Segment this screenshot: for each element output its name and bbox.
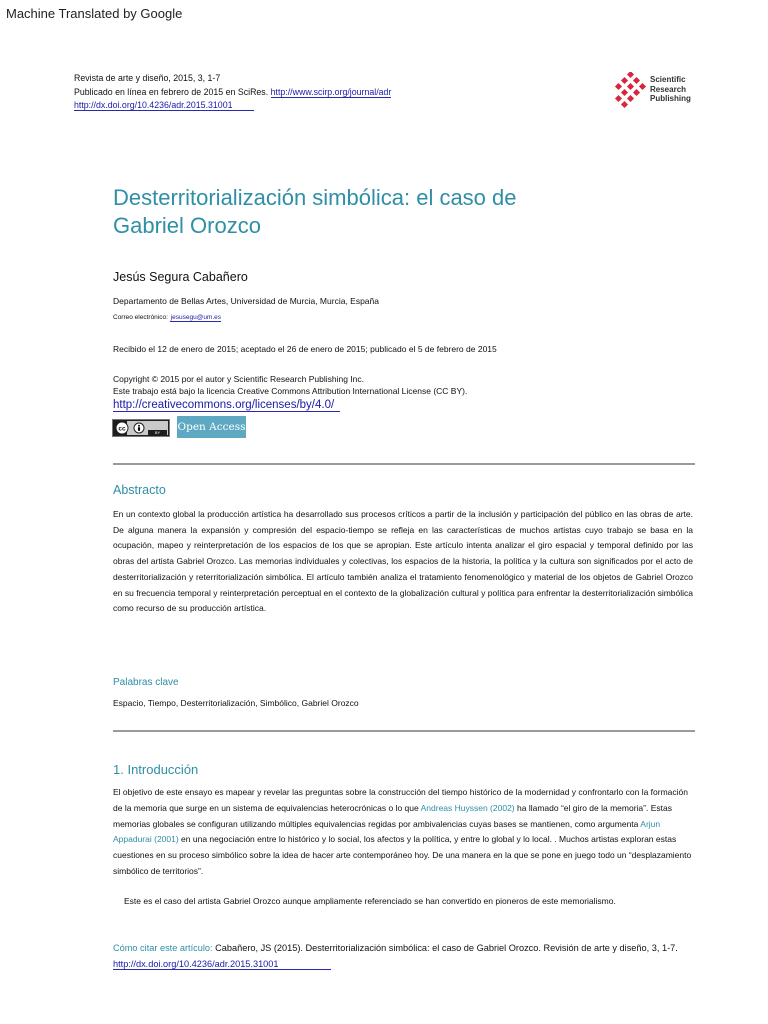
journal-citation: Revista de arte y diseño, 2015, 3, 1-7 — [74, 73, 221, 83]
author-email — [113, 314, 221, 321]
publisher-name — [650, 75, 691, 104]
published-prefix: Publicado en línea en febrero de 2015 en SciRes. — [74, 86, 269, 97]
email-link[interactable]: jesusegu@um.es — [170, 314, 222, 321]
intro-text-b: ha llamado “el giro de la memoria”. Estas memorias globales se configuran utilizando múltiples equivalencias regidas por ambivalencias cuyas bases se mantienen, como argumenta — [113, 802, 672, 829]
cc-text: cc — [118, 425, 126, 433]
abstract-body: En un contexto global la producción artística ha desarrollado sus procesos críticos a partir de la inclusión y participación del público en las obras de arte. De alguna manera la expansión y compresión del espacio-tiempo se refleja en las características de muchos artistas cuyo trabajo se basa en la ocupación, mapeo y reinterpretación de los espacios de los que se apropian. Este artículo intenta analizar el giro espacial y temporal definido por las obras del artista Gabriel Orozco. Las memorias individuales y colectivas, los espacios de la historia, la política y la cultura son significados por el acto de desterritorialización y reterritorialización simbólica. El artículo también analiza el tratamiento fenomenológico y material de los objetos de Gabriel Orozco en su frecuencia temporal y reinterpretación perceptual en el contexto de la globalización cultural y política para enfrentar la desterritorialización simbólica como recurso de su producción artística. — [113, 509, 693, 614]
cc-by-badge[interactable] — [112, 419, 170, 437]
abstract-heading: Abstracto — [113, 483, 166, 497]
how-to-cite-label: Cómo citar este artículo: — [113, 943, 213, 953]
publisher-logo — [614, 72, 704, 110]
copyright-block — [113, 373, 467, 397]
publisher-name-line2: Research — [650, 84, 687, 94]
published-line — [74, 86, 391, 100]
section-divider-bottom — [113, 730, 695, 732]
how-to-cite-text: Cabañero, JS (2015). Desterritorialización simbólica: el caso de Gabriel Orozco. Revisión de arte y diseño, 3, 1-7. — [212, 943, 678, 953]
license-url-link[interactable]: http://creativecommons.org/licenses/by/4.0/ — [113, 399, 340, 412]
doi-line — [74, 99, 391, 113]
how-to-cite-doi-link[interactable]: http://dx.doi.org/10.4236/adr.2015.31001 — [113, 959, 331, 970]
journal-url-link[interactable]: http://www.scirp.org/journal/adr — [270, 86, 392, 97]
journal-info — [74, 72, 391, 113]
keywords-body: Espacio, Tiempo, Desterritorialización, Simbólico, Gabriel Orozco — [113, 698, 359, 708]
by-text: BY — [154, 430, 161, 435]
open-access-badge[interactable]: Open Access — [177, 416, 246, 438]
author-name: Jesús Segura Cabañero — [113, 270, 248, 284]
publisher-diamond-mark-icon — [614, 72, 648, 110]
email-label: Correo electrónico: — [113, 314, 168, 321]
article-title-line1: Desterritorialización simbólica: el caso de — [113, 185, 517, 210]
machine-translation-banner: Machine Translated by Google — [6, 6, 183, 21]
introduction-paragraph-2: Este es el caso del artista Gabriel Orozco aunque ampliamente referenciado se han convertido en pioneros de este memorialismo. — [124, 896, 616, 906]
publisher-name-line1: Scientific — [650, 75, 686, 84]
copyright-line: Copyright © 2015 por el autor y Scientific Research Publishing Inc. — [113, 374, 365, 384]
article-dates: Recibido el 12 de enero de 2015; aceptado el 26 de enero de 2015; publicado el 5 de febrero de 2015 — [113, 344, 497, 354]
intro-text-c: en una negociación entre lo histórico y lo social, los afectos y la política, y entre lo global y lo local. . Muchos artistas exploran estas cuestiones en su proceso simbólico sobre la idea de hacer arte contemporáneo hoy. De una manera en la que se pone en juego todo un “desplazamiento simbólico de territorios”. — [113, 834, 692, 876]
intro-text-a: El objetivo de este ensayo es mapear y revelar las preguntas sobre la construcción del tiempo histórico de la modernidad y confrontarlo con la formación de la memoria que surge en un sistema de equivalencias heterocrónicas o lo que — [113, 787, 689, 813]
cc-by-icon — [113, 420, 169, 436]
section-divider-top — [113, 463, 695, 465]
introduction-paragraph-1 — [113, 785, 695, 880]
huyssen-citation-link[interactable]: Andreas Huyssen (2002) — [420, 802, 515, 813]
appadurai-citation-link[interactable]: Arjun Appadurai (2001) — [113, 818, 661, 845]
how-to-cite — [113, 940, 695, 972]
introduction-heading: 1. Introducción — [113, 762, 199, 777]
publisher-name-line3: Publishing — [650, 94, 691, 104]
article-title — [113, 184, 673, 240]
author-affiliation: Departamento de Bellas Artes, Universidad de Murcia, Murcia, España — [113, 296, 379, 306]
license-url-wrap — [113, 399, 340, 411]
article-title-line2: Gabriel Orozco — [113, 213, 261, 238]
doi-link[interactable]: http://dx.doi.org/10.4236/adr.2015.31001 — [74, 100, 254, 111]
license-statement: Este trabajo está bajo la licencia Creative Commons Attribution International License (CC BY). — [113, 386, 468, 396]
keywords-heading: Palabras clave — [113, 677, 179, 688]
